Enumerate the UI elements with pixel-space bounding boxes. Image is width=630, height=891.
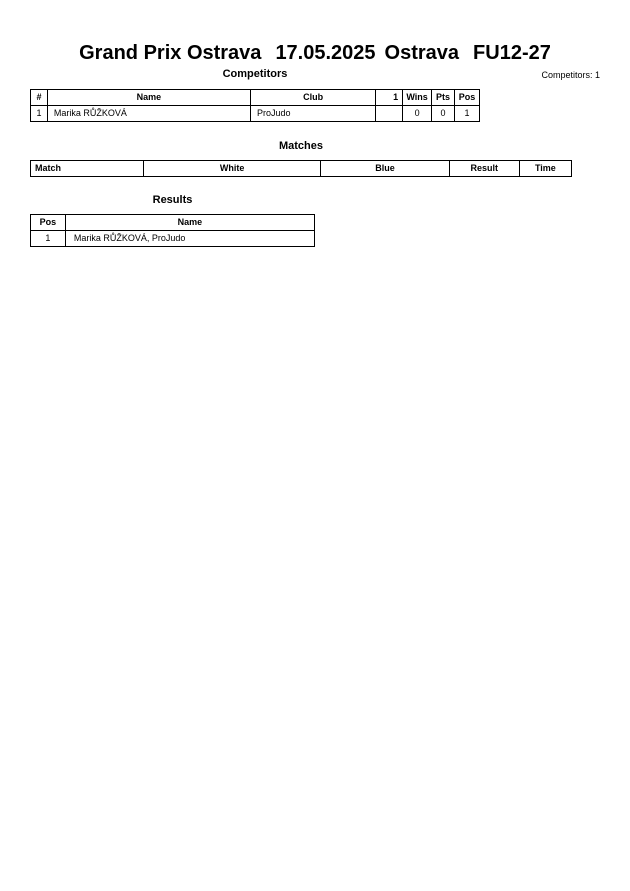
table-row [31,106,480,122]
cell-number: 1 [31,106,48,122]
column-header-pos: Pos [455,90,480,106]
results-table [30,214,315,247]
cell-pts: 0 [432,106,455,122]
cell-name: Marika RŮŽKOVÁ [47,106,250,122]
cell-one [376,106,403,122]
column-header-wins: Wins [403,90,432,106]
competitors-heading: Competitors [222,68,288,80]
column-header-name: Name [47,90,250,106]
title-date: 17.05.2025 [275,42,376,64]
matches-heading: Matches [278,140,324,152]
table-row [31,231,315,247]
cell-wins: 0 [403,106,432,122]
title-event: Grand Prix Ostrava [79,42,262,64]
title-category: FU12-27 [473,42,551,64]
column-header-time: Time [519,161,571,177]
cell-pos: 1 [455,106,480,122]
table-header-row [31,90,480,106]
column-header-match: Match [31,161,144,177]
column-header-one: 1 [376,90,403,106]
column-header-blue: Blue [321,161,449,177]
cell-name: Marika RŮŽKOVÁ, ProJudo [65,231,314,247]
column-header-pts: Pts [432,90,455,106]
competitors-table [30,89,480,122]
cell-position: 1 [31,231,66,247]
matches-table [30,160,572,177]
title-city: Ostrava [384,42,460,64]
column-header-name: Name [65,215,314,231]
results-heading: Results [152,194,193,206]
cell-club: ProJudo [250,106,375,122]
column-header-result: Result [449,161,519,177]
column-header-club: Club [250,90,375,106]
column-header-position: Pos [31,215,66,231]
column-header-number: # [31,90,48,106]
column-header-white: White [144,161,321,177]
competitors-count: Competitors: 1 [541,70,600,80]
table-header-row [31,161,572,177]
page-title [0,42,630,65]
table-header-row [31,215,315,231]
